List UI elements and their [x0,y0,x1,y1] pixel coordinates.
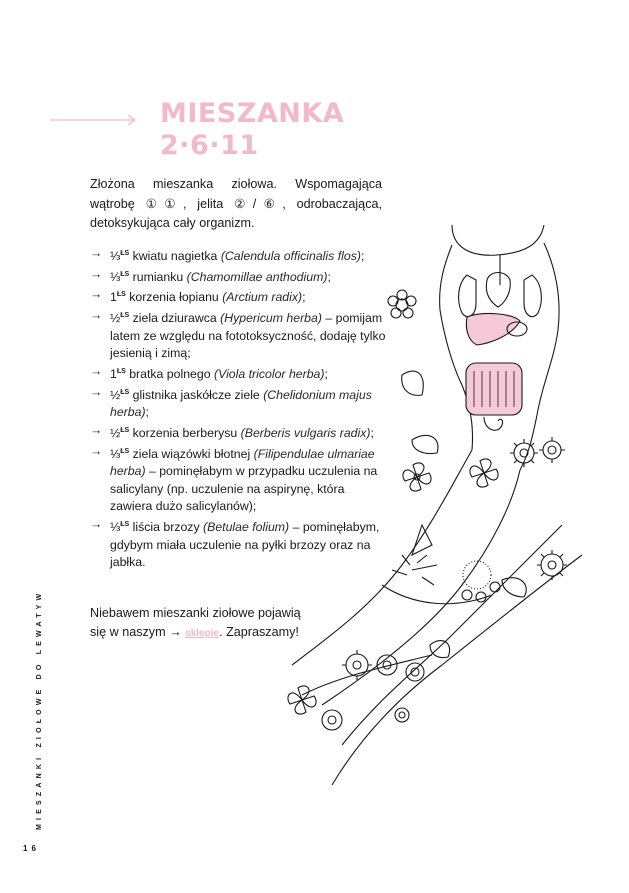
dandelion-icon [462,561,500,602]
flower-icon [395,708,409,722]
arrow-icon: → [90,246,103,260]
leaf-icon [412,435,438,453]
arrow-icon: → [90,517,103,532]
item-text: korzenia łopianu [125,290,223,305]
item-text: glistnika jaskółcze ziele [129,387,264,402]
item-qty: 1 [110,290,117,305]
leaf-icon [430,641,450,658]
title-line-2: 2·6·11 [160,130,259,161]
leaf-icon [402,371,424,395]
item-qty: ½ [110,387,121,402]
item-latin: (Arctium radix) [222,290,303,305]
arrow-icon: → [90,384,103,399]
item-unit: ŁS [120,270,130,278]
item-latin: (Calendula officinalis flos) [220,249,361,264]
item-qty: ½ [110,426,121,440]
item-after: ; [302,290,306,305]
arrow-icon: → [90,422,103,437]
leaf-icon [412,525,432,555]
item-latin: (Filipendulae ulmariae herba) [110,446,375,479]
flower-icon [537,550,567,580]
page-title [160,98,344,162]
item-unit: ŁS [116,367,126,375]
arrow-icon: → [90,363,103,378]
item-qty: 1 [110,367,117,382]
item-qty: ⅓ [110,249,121,264]
item-latin: (Chelidonium majus herba) [110,387,372,420]
item-after: – pominęłabym, gdybym miała uczulenie na pyłki brzozy oraz na jabłka. [110,520,380,570]
arrow-icon: → [90,443,103,458]
title-line-1: MIESZANKA [160,98,345,129]
side-label [24,520,43,830]
flower-icon [470,459,498,487]
item-text: bratka polnego [125,367,214,382]
flower-icon [322,710,342,730]
item-qty: ½ [110,311,121,326]
item-text: liścia brzozy [129,520,204,535]
item-unit: ŁS [120,426,130,434]
item-text: ziela dziurawca [129,311,221,326]
flower-icon [539,437,565,463]
item-qty: ⅓ [110,269,121,284]
item-text: ziela wiązówki błotnej [129,446,254,461]
item-after: ; [324,367,328,382]
item-unit: ŁS [120,521,130,529]
arrow-icon: → [90,266,103,281]
item-after: – pominęłabym w przypadku uczulenia na salicylany (np. uczulenie na aspirynę, która zawiera dużo salicylanów); [110,464,378,514]
item-unit: ŁS [120,312,130,320]
flower-icon [406,663,424,681]
item-after: ; [327,269,331,284]
flower-icon [388,290,416,318]
item-unit: ŁS [120,447,130,455]
lung-right-icon [524,275,541,317]
arrow-icon: → [90,287,103,302]
item-unit: ŁS [116,291,126,299]
page-number: 16 [23,844,40,853]
item-after: – pomijam latem ze względu na fototoksyczność, dodaję tylko jesienią i zimą; [110,311,386,361]
botanical-body-illustration [262,225,592,805]
item-unit: ŁS [120,250,130,257]
flower-icon [510,439,538,467]
item-after: ; [370,426,374,440]
outro-text: Niebawem mieszanki ziołowe pojawią się w naszym → [90,606,301,639]
item-text: rumianku [129,269,187,284]
item-latin: (Chamomillae anthodium) [186,269,328,284]
item-qty: ⅓ [110,520,121,535]
shop-link[interactable]: sklepie [185,628,220,639]
intro-paragraph: Złożona mieszanka ziołowa. Wspomagająca wątrobę ①①, jelita ②/⑥, odrobaczająca, detoksykująca cały organizm. [90,177,382,230]
side-label-text: MIESZANKI ZIOŁOWE DO LEWATYW [36,589,43,830]
item-unit: ŁS [120,388,130,396]
lung-left-icon [459,275,476,317]
item-latin: (Hypericum herba) [220,311,322,326]
item-text: kwiatu nagietka [129,249,221,264]
item-latin: (Viola tricolor herba) [214,367,325,382]
item-after: ; [360,249,365,264]
item-after: ; [145,405,149,420]
item-qty: ⅓ [110,446,121,461]
item-text: korzenia berberysu [129,426,241,440]
outro-text-end: . Zapraszamy! [219,625,299,639]
flower-icon [403,463,431,491]
item-latin: (Betulae folium) [203,520,290,535]
arrow-icon: → [90,308,103,323]
decorative-arrow-line [50,114,138,126]
liver-icon [466,314,520,345]
item-latin: (Berberis vulgaris radix) [240,426,371,440]
flower-icon [342,650,372,680]
